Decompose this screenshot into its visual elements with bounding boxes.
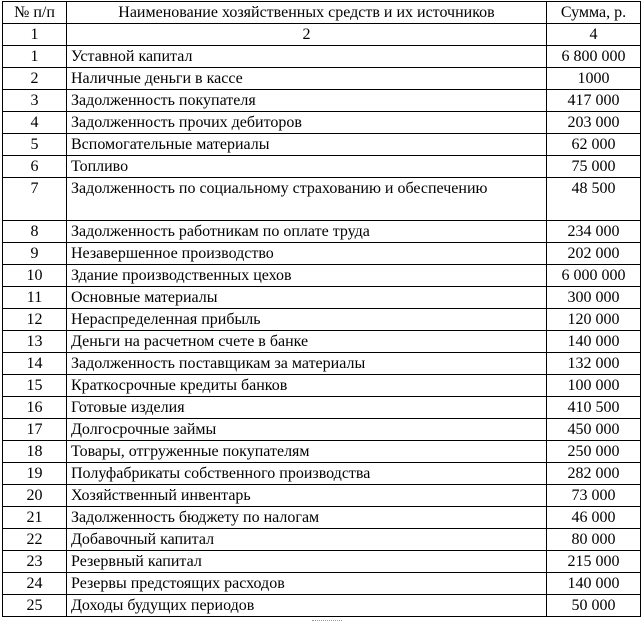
row-sum: 410 500 [547, 397, 641, 419]
table-row [3, 68, 641, 90]
row-name: Полуфабрикаты собственного производства [67, 463, 547, 485]
table-row [3, 595, 641, 617]
row-number: 11 [3, 287, 67, 309]
row-sum: 202 000 [547, 243, 641, 265]
row-name: Здание производственных цехов [67, 265, 547, 287]
table-row [3, 353, 641, 375]
table-row [3, 507, 641, 529]
column-index-3: 4 [547, 24, 641, 46]
row-sum: 300 000 [547, 287, 641, 309]
table-row [3, 397, 641, 419]
row-number: 21 [3, 507, 67, 529]
table-header-row [3, 2, 641, 24]
row-sum: 6 800 000 [547, 46, 641, 68]
row-sum: 120 000 [547, 309, 641, 331]
row-number: 19 [3, 463, 67, 485]
row-sum: 417 000 [547, 90, 641, 112]
row-name: Резервный капитал [67, 551, 547, 573]
table-row [3, 265, 641, 287]
row-name: Наличные деньги в кассе [67, 68, 547, 90]
row-number: 1 [3, 46, 67, 68]
assets-sources-table [2, 1, 641, 617]
header-name: Наименование хозяйственных средств и их источников [67, 2, 547, 24]
row-number: 16 [3, 397, 67, 419]
page-footer-mark [312, 620, 342, 622]
table-row [3, 112, 641, 134]
row-name: Задолженность поставщикам за материалы [67, 353, 547, 375]
table-row [3, 529, 641, 551]
row-name: Резервы предстоящих расходов [67, 573, 547, 595]
row-number: 14 [3, 353, 67, 375]
row-name: Задолженность бюджету по налогам [67, 507, 547, 529]
column-index-2: 2 [67, 24, 547, 46]
row-number: 4 [3, 112, 67, 134]
row-number: 24 [3, 573, 67, 595]
row-name: Деньги на расчетном счете в банке [67, 331, 547, 353]
table-body [3, 46, 641, 617]
table-row [3, 221, 641, 243]
row-name: Задолженность по социальному страхованию и обеспечению [67, 178, 547, 221]
row-name: Незавершенное производство [67, 243, 547, 265]
row-number: 12 [3, 309, 67, 331]
table-row [3, 309, 641, 331]
row-name: Основные материалы [67, 287, 547, 309]
row-name: Задолженность работникам по оплате труда [67, 221, 547, 243]
row-name: Доходы будущих периодов [67, 595, 547, 617]
row-number: 15 [3, 375, 67, 397]
row-number: 2 [3, 68, 67, 90]
table-row [3, 46, 641, 68]
column-index-1: 1 [3, 24, 67, 46]
table-row [3, 441, 641, 463]
row-number: 6 [3, 156, 67, 178]
row-number: 18 [3, 441, 67, 463]
row-name: Товары, отгруженные покупателям [67, 441, 547, 463]
table-row [3, 463, 641, 485]
table-row [3, 156, 641, 178]
row-name: Долгосрочные займы [67, 419, 547, 441]
table-row [3, 178, 641, 221]
row-number: 13 [3, 331, 67, 353]
header-sum: Сумма, р. [547, 2, 641, 24]
row-sum: 62 000 [547, 134, 641, 156]
row-sum: 100 000 [547, 375, 641, 397]
row-number: 3 [3, 90, 67, 112]
table-row [3, 134, 641, 156]
row-sum: 6 000 000 [547, 265, 641, 287]
row-sum: 46 000 [547, 507, 641, 529]
table-row [3, 419, 641, 441]
row-name: Задолженность покупателя [67, 90, 547, 112]
row-number: 9 [3, 243, 67, 265]
row-name: Добавочный капитал [67, 529, 547, 551]
row-sum: 282 000 [547, 463, 641, 485]
row-number: 8 [3, 221, 67, 243]
row-sum: 48 500 [547, 178, 641, 221]
row-sum: 203 000 [547, 112, 641, 134]
table-row [3, 243, 641, 265]
table-row [3, 287, 641, 309]
row-name: Топливо [67, 156, 547, 178]
table-row [3, 551, 641, 573]
row-sum: 75 000 [547, 156, 641, 178]
row-sum: 250 000 [547, 441, 641, 463]
row-sum: 132 000 [547, 353, 641, 375]
row-number: 20 [3, 485, 67, 507]
table-row [3, 90, 641, 112]
row-number: 22 [3, 529, 67, 551]
row-name: Нераспределенная прибыль [67, 309, 547, 331]
row-number: 25 [3, 595, 67, 617]
column-index-row [3, 24, 641, 46]
row-sum: 1000 [547, 68, 641, 90]
table-row [3, 573, 641, 595]
row-sum: 80 000 [547, 529, 641, 551]
row-name: Краткосрочные кредиты банков [67, 375, 547, 397]
row-sum: 215 000 [547, 551, 641, 573]
row-number: 17 [3, 419, 67, 441]
row-number: 10 [3, 265, 67, 287]
row-sum: 140 000 [547, 573, 641, 595]
row-name: Готовые изделия [67, 397, 547, 419]
row-sum: 73 000 [547, 485, 641, 507]
table-row [3, 331, 641, 353]
header-number: № п/п [3, 2, 67, 24]
table-row [3, 485, 641, 507]
row-sum: 50 000 [547, 595, 641, 617]
table-row [3, 375, 641, 397]
row-sum: 234 000 [547, 221, 641, 243]
row-sum: 140 000 [547, 331, 641, 353]
row-number: 5 [3, 134, 67, 156]
row-name: Вспомогательные материалы [67, 134, 547, 156]
row-sum: 450 000 [547, 419, 641, 441]
row-name: Задолженность прочих дебиторов [67, 112, 547, 134]
row-name: Хозяйственный инвентарь [67, 485, 547, 507]
row-number: 7 [3, 178, 67, 221]
row-name: Уставной капитал [67, 46, 547, 68]
row-number: 23 [3, 551, 67, 573]
